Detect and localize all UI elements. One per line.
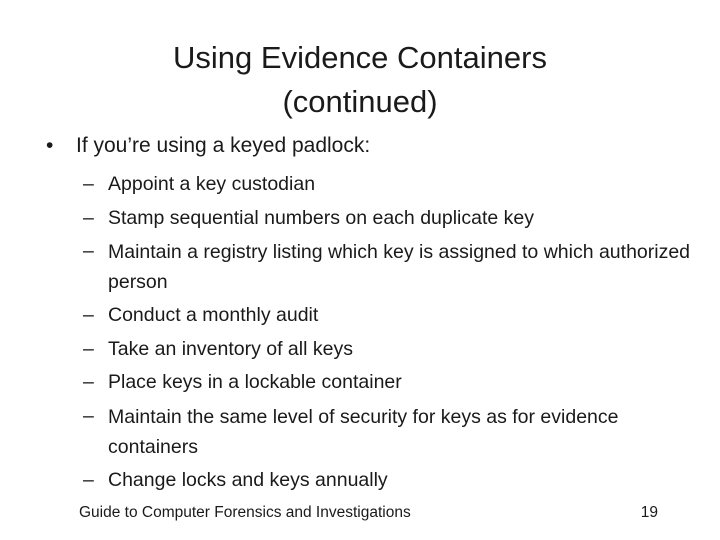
list-item	[83, 168, 696, 202]
list-item	[83, 464, 696, 498]
list-item-text: Conduct a monthly audit	[108, 304, 319, 326]
list-item	[83, 235, 696, 299]
slide-title	[0, 36, 720, 124]
list-item-text: Appoint a key custodian	[108, 173, 316, 195]
list-item	[83, 366, 696, 400]
list-item	[83, 400, 696, 464]
dash-marker: –	[83, 304, 94, 326]
footer-source: Guide to Computer Forensics and Investigations	[79, 504, 411, 521]
dash-marker: –	[83, 173, 94, 195]
dash-marker: –	[83, 337, 94, 360]
list-item-text: Change locks and keys annually	[108, 468, 388, 491]
sub-bullet-list	[83, 168, 696, 497]
page-number: 19	[640, 504, 658, 521]
list-item	[83, 299, 696, 333]
dash-marker: –	[83, 468, 94, 491]
list-item-text: Maintain the same level of security for keys as for evidence containers	[108, 405, 619, 458]
dash-marker: –	[83, 404, 94, 427]
list-item	[83, 333, 696, 367]
bullet-marker: •	[46, 134, 54, 157]
main-bullet-text: If you’re using a keyed padlock:	[76, 134, 371, 157]
dash-marker: –	[83, 240, 94, 262]
list-item	[83, 202, 696, 236]
list-item-text: Take an inventory of all keys	[108, 337, 353, 360]
slide-title-line-1: Using Evidence Containers	[173, 40, 547, 75]
list-item-text: Place keys in a lockable container	[108, 371, 402, 393]
dash-marker: –	[83, 371, 94, 393]
list-item-text: Stamp sequential numbers on each duplicate key	[108, 206, 535, 229]
slide-title-line-2: (continued)	[282, 84, 438, 119]
list-item-text: Maintain a registry listing which key is assigned to which authorized person	[108, 241, 691, 293]
dash-marker: –	[83, 206, 94, 229]
